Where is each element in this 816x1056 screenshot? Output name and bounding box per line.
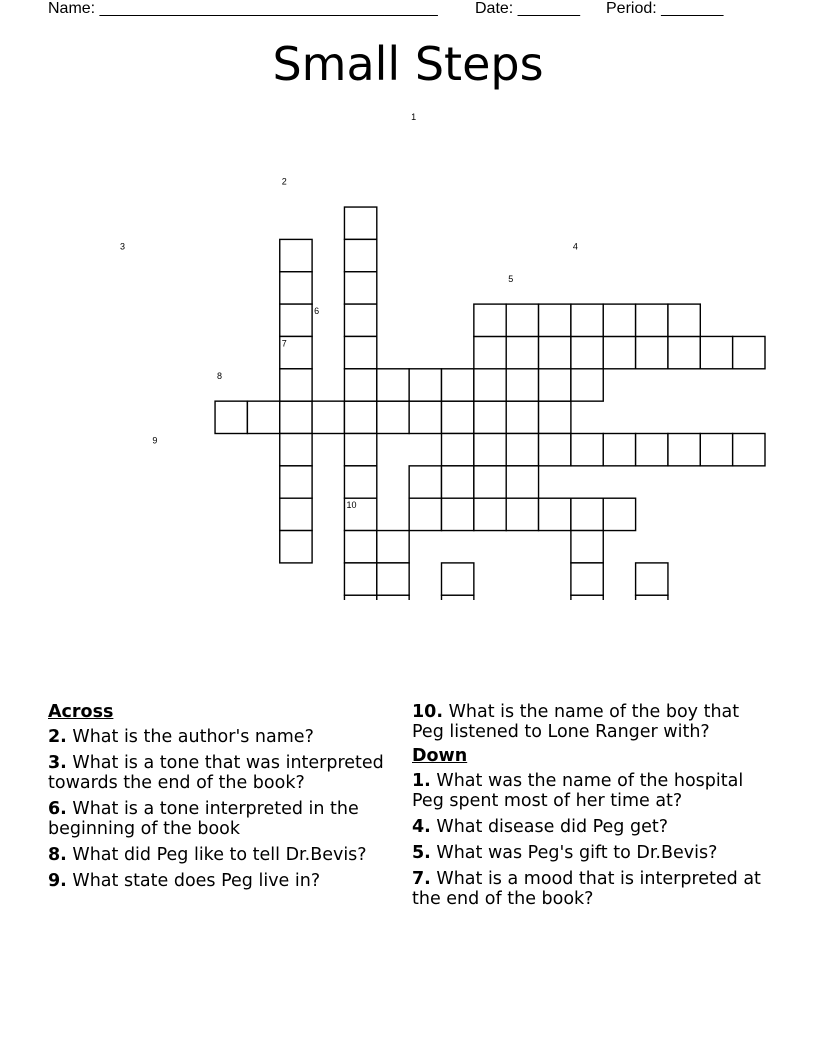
down-heading: Down <box>412 746 468 766</box>
across-heading: Across <box>48 702 114 722</box>
across-clue-6: 6. What is a tone interpreted in the beginning of the book <box>48 799 359 839</box>
grid-cell[interactable] <box>474 498 506 530</box>
grid-cell[interactable] <box>409 466 441 498</box>
grid-cell[interactable] <box>603 434 635 466</box>
grid-cell[interactable] <box>344 531 376 563</box>
clues-left-column <box>48 702 398 897</box>
grid-cell[interactable] <box>442 498 474 530</box>
grid-cell[interactable] <box>474 466 506 498</box>
grid-cell[interactable] <box>506 434 538 466</box>
grid-cell[interactable] <box>506 466 538 498</box>
grid-cell[interactable] <box>344 272 376 304</box>
grid-cell[interactable] <box>280 498 312 530</box>
grid-cell[interactable] <box>603 304 635 336</box>
grid-cell[interactable] <box>474 401 506 433</box>
grid-cell[interactable] <box>733 434 765 466</box>
grid-cell[interactable] <box>344 466 376 498</box>
grid-cell[interactable] <box>539 434 571 466</box>
clue-number-3: 3 <box>120 241 126 252</box>
grid-cell[interactable] <box>474 336 506 368</box>
grid-cell[interactable] <box>636 336 668 368</box>
grid-cell[interactable] <box>377 401 409 433</box>
grid-cell[interactable] <box>636 304 668 336</box>
grid-cell[interactable] <box>636 595 668 600</box>
grid-cell[interactable] <box>280 369 312 401</box>
down-clue-7: 7. What is a mood that is interpreted at the end of the book? <box>412 869 761 909</box>
across-clue-9: 9. What state does Peg live in? <box>48 871 321 891</box>
grid-cell[interactable] <box>280 304 312 336</box>
grid-cell[interactable] <box>700 336 732 368</box>
grid-cell[interactable] <box>442 434 474 466</box>
clue-number-1: 1 <box>411 112 417 122</box>
grid-cell[interactable] <box>539 304 571 336</box>
grid-cell[interactable] <box>377 563 409 595</box>
grid-cell[interactable] <box>280 239 312 271</box>
period-field[interactable]: Period: _______ <box>606 0 724 17</box>
grid-cell[interactable] <box>571 563 603 595</box>
grid-cell[interactable] <box>506 336 538 368</box>
grid-cell[interactable] <box>571 531 603 563</box>
grid-cell[interactable] <box>344 595 376 600</box>
grid-cell[interactable] <box>344 239 376 271</box>
clue-number-10: 10 <box>346 500 357 511</box>
grid-cell[interactable] <box>636 434 668 466</box>
clue-number-7: 7 <box>281 338 287 349</box>
grid-cell[interactable] <box>539 336 571 368</box>
across-clue-10: 10. What is the name of the boy that Peg listened to Lone Ranger with? <box>412 702 740 742</box>
clue-number-2: 2 <box>281 176 287 187</box>
grid-cell[interactable] <box>344 369 376 401</box>
grid-cell[interactable] <box>377 531 409 563</box>
grid-cell[interactable] <box>215 401 247 433</box>
grid-cell[interactable] <box>280 434 312 466</box>
clue-number-9: 9 <box>152 435 158 446</box>
grid-cell[interactable] <box>344 563 376 595</box>
grid-cell[interactable] <box>668 434 700 466</box>
grid-cell[interactable] <box>280 272 312 304</box>
down-clue-5: 5. What was Peg's gift to Dr.Bevis? <box>412 843 718 863</box>
grid-cell[interactable] <box>668 336 700 368</box>
clue-number-5: 5 <box>508 273 514 284</box>
grid-cell[interactable] <box>603 336 635 368</box>
grid-cell[interactable] <box>312 401 344 433</box>
grid-cell[interactable] <box>571 336 603 368</box>
grid-cell[interactable] <box>506 369 538 401</box>
grid-cell[interactable] <box>539 369 571 401</box>
name-field[interactable]: Name: ______________________________________ <box>48 0 438 17</box>
grid-cell[interactable] <box>344 207 376 239</box>
across-clue-3: 3. What is a tone that was interpreted towards the end of the book? <box>48 753 384 793</box>
grid-cell[interactable] <box>442 595 474 600</box>
grid-cell[interactable] <box>344 304 376 336</box>
grid-cell[interactable] <box>733 336 765 368</box>
grid-cell[interactable] <box>344 434 376 466</box>
grid-cell[interactable] <box>344 401 376 433</box>
grid-cell[interactable] <box>668 304 700 336</box>
grid-cell[interactable] <box>442 563 474 595</box>
grid-cell[interactable] <box>280 401 312 433</box>
grid-cell[interactable] <box>280 531 312 563</box>
grid-cell[interactable] <box>409 401 441 433</box>
grid-cell[interactable] <box>700 434 732 466</box>
grid-cell[interactable] <box>571 369 603 401</box>
grid-cell[interactable] <box>442 466 474 498</box>
grid-cell[interactable] <box>539 498 571 530</box>
grid-cell[interactable] <box>377 595 409 600</box>
across-clue-2: 2. What is the author's name? <box>48 727 314 747</box>
grid-cell[interactable] <box>442 369 474 401</box>
clue-number-4: 4 <box>572 241 578 252</box>
grid-cell[interactable] <box>539 401 571 433</box>
grid-cell[interactable] <box>474 434 506 466</box>
grid-cell[interactable] <box>571 434 603 466</box>
grid-cell[interactable] <box>571 304 603 336</box>
down-clue-4: 4. What disease did Peg get? <box>412 817 669 837</box>
grid-cell[interactable] <box>506 498 538 530</box>
grid-cell[interactable] <box>571 595 603 600</box>
grid-cell[interactable] <box>636 563 668 595</box>
grid-cell[interactable] <box>409 369 441 401</box>
grid-cell[interactable] <box>506 401 538 433</box>
clue-number-6: 6 <box>314 306 320 317</box>
grid-cell[interactable] <box>442 401 474 433</box>
grid-cell[interactable] <box>280 466 312 498</box>
grid-cell[interactable] <box>506 304 538 336</box>
clue-number-8: 8 <box>217 370 223 381</box>
page-title: Small Steps <box>272 37 544 91</box>
down-clue-1: 1. What was the name of the hospital Peg spent most of her time at? <box>412 771 744 811</box>
grid-cell[interactable] <box>409 498 441 530</box>
across-clue-8: 8. What did Peg like to tell Dr.Bevis? <box>48 845 367 865</box>
grid-cell[interactable] <box>474 369 506 401</box>
grid-cell[interactable] <box>344 336 376 368</box>
grid-cell[interactable] <box>377 369 409 401</box>
grid-cell[interactable] <box>247 401 279 433</box>
grid-cell[interactable] <box>603 498 635 530</box>
date-field[interactable]: Date: _______ <box>475 0 580 17</box>
clues-right-column <box>412 702 772 915</box>
grid-cell[interactable] <box>474 304 506 336</box>
grid-cell[interactable] <box>571 498 603 530</box>
